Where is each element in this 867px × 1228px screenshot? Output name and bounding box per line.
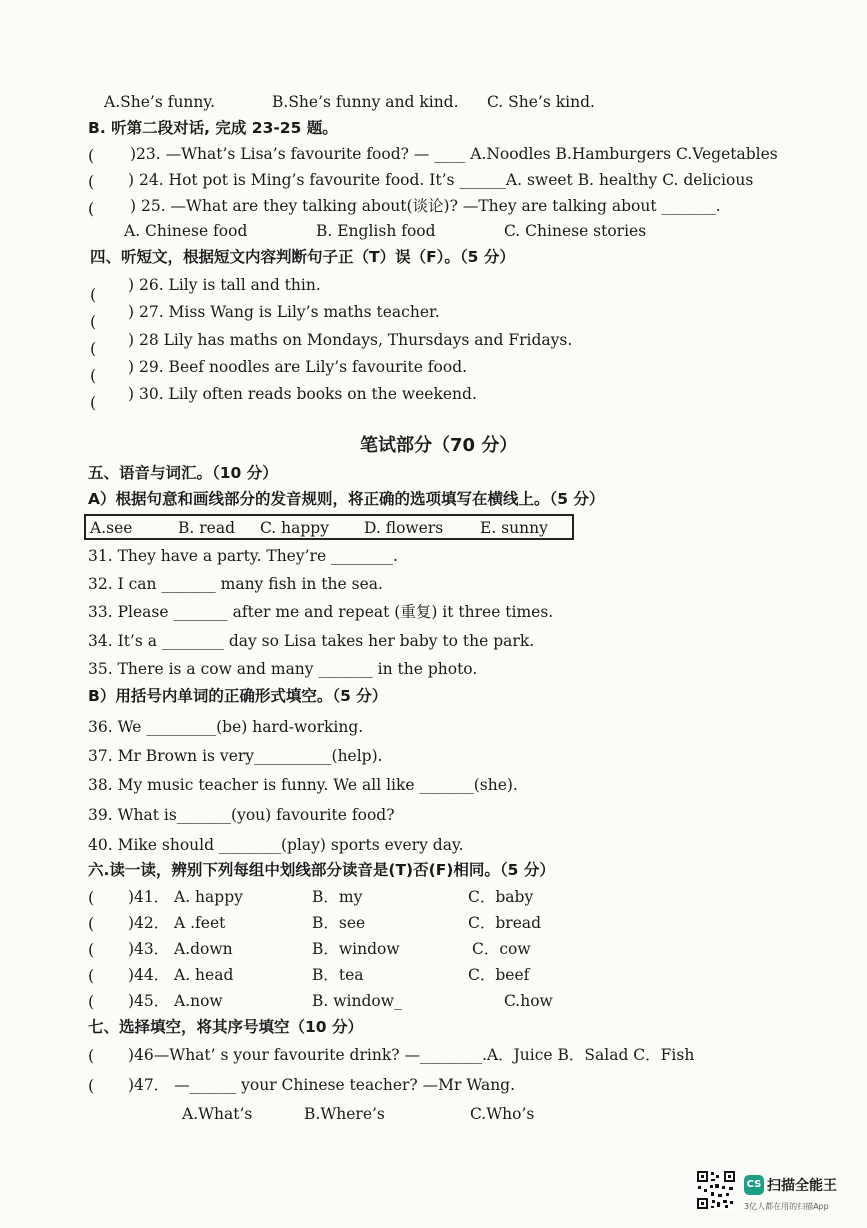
question-35: 35. There is a cow and many _______ in the photo.	[88, 660, 478, 678]
section-5a-header: A）根据句意和画线部分的发音规则，将正确的选项填写在横线上。（5 分）	[88, 490, 605, 508]
written-part-title: 笔试部分（70 分）	[360, 435, 518, 456]
question-39: 39. What is_______(you) favourite food?	[88, 806, 395, 824]
question-41-number: )41．	[128, 888, 170, 906]
question-44-option-a: A. head	[174, 966, 234, 984]
question-44-option-b: B．tea	[312, 966, 364, 984]
question-40: 40. Mike should ________(play) sports every day.	[88, 836, 464, 854]
answer-paren: (	[88, 992, 95, 1011]
question-46: )46—What’ s your favourite drink? —________.A．Juice B．Salad C．Fish	[128, 1046, 695, 1064]
section-6-header: 六.读一读，辨别下列每组中划线部分读音是(T)否(F)相同。（5 分）	[88, 861, 555, 879]
question-43-option-c: C．cow	[472, 940, 531, 958]
q22-option-c: C. She’s kind.	[487, 93, 595, 111]
question-44-number: )44．	[128, 966, 170, 984]
answer-paren: (	[90, 285, 97, 304]
question-26: ) 26. Lily is tall and thin.	[128, 276, 321, 294]
q25-option-c: C. Chinese stories	[504, 222, 647, 240]
question-42-number: )42．	[128, 914, 170, 932]
question-45-option-a: A.now	[174, 992, 223, 1010]
brand-subtitle: 3亿人都在用的扫描App	[744, 1201, 829, 1211]
answer-paren: (	[88, 146, 95, 165]
q22-option-a: A.She’s funny.	[104, 93, 216, 111]
question-43-option-b: B．window	[312, 940, 400, 958]
question-41-option-c: C．baby	[468, 888, 534, 906]
question-41-option-a: A. happy	[174, 888, 243, 906]
question-45-option-c: C.how	[504, 992, 553, 1010]
question-45-number: )45．	[128, 992, 170, 1010]
answer-paren: (	[88, 966, 95, 985]
question-43-number: )43．	[128, 940, 170, 958]
vocab-option-a: A.see	[90, 519, 133, 537]
question-23: )23. —What’s Lisa’s favourite food? — ____ A.Noodles B.Hamburgers C.Vegetables	[130, 145, 778, 163]
q47-option-b: B.Where’s	[304, 1105, 385, 1123]
question-32: 32. I can _______ many fish in the sea.	[88, 575, 383, 593]
q47-option-a: A.What’s	[182, 1105, 253, 1123]
question-34: 34. It’s a ________ day so Lisa takes her baby to the park.	[88, 632, 535, 650]
answer-paren: (	[88, 940, 95, 959]
question-42-option-a: A .feet	[174, 914, 226, 932]
question-42-option-b: B．see	[312, 914, 366, 932]
section-5b-header: B）用括号内单词的正确形式填空。（5 分）	[88, 687, 388, 705]
answer-paren: (	[90, 312, 97, 331]
answer-paren: (	[90, 393, 97, 412]
scanner-brand	[744, 1174, 854, 1212]
question-36: 36. We _________(be) hard-working.	[88, 718, 364, 736]
q25-option-a: A. Chinese food	[124, 222, 248, 240]
question-29: ) 29. Beef noodles are Lily’s favourite food.	[128, 358, 468, 376]
answer-paren: (	[88, 1046, 95, 1065]
question-37: 37. Mr Brown is very__________(help).	[88, 747, 383, 765]
question-43-option-a: A.down	[174, 940, 233, 958]
question-47: )47． —______ your Chinese teacher? —Mr Wang.	[128, 1076, 516, 1094]
answer-paren: (	[90, 339, 97, 358]
vocab-option-b: B. read	[178, 519, 235, 537]
question-31: 31. They have a party. They’re ________.	[88, 547, 398, 565]
section-7-header: 七、选择填空，将其序号填空（10 分）	[88, 1018, 363, 1036]
question-28: ) 28 Lily has maths on Mondays, Thursdays and Fridays.	[128, 331, 573, 349]
answer-paren: (	[88, 914, 95, 933]
q25-option-b: B. English food	[316, 222, 436, 240]
answer-paren: (	[88, 1076, 95, 1095]
vocab-option-c: C. happy	[260, 519, 329, 537]
qr-code-icon	[696, 1170, 736, 1210]
answer-paren: (	[90, 366, 97, 385]
vocab-option-e: E. sunny	[480, 519, 548, 537]
answer-paren: (	[88, 199, 95, 218]
question-24: ) 24. Hot pot is Ming’s favourite food. It’s ______A. sweet B. healthy C. delicious	[128, 171, 754, 189]
question-25: ) 25. —What are they talking about(谈论)? —They are talking about _______.	[130, 197, 721, 215]
q22-option-b: B.She’s funny and kind.	[272, 93, 459, 111]
question-45-option-b: B. window_	[312, 992, 402, 1010]
section-b-header: B. 听第二段对话, 完成 23-25 题。	[88, 119, 338, 137]
section-4-header: 四、听短文，根据短文内容判断句子正（T）误（F）。（5 分）	[90, 248, 515, 266]
question-41-option-b: B．my	[312, 888, 363, 906]
q47-option-c: C.Who’s	[470, 1105, 535, 1123]
question-30: ) 30. Lily often reads books on the weekend.	[128, 385, 477, 403]
vocab-option-d: D. flowers	[364, 519, 444, 537]
question-38: 38. My music teacher is funny. We all like _______(she).	[88, 776, 518, 794]
section-5-header: 五、语音与词汇。（10 分）	[88, 464, 278, 482]
question-44-option-c: C．beef	[468, 966, 530, 984]
answer-paren: (	[88, 172, 95, 191]
question-33: 33. Please _______ after me and repeat (重复) it three times.	[88, 603, 554, 621]
cs-logo-icon: CS	[744, 1175, 764, 1195]
question-42-option-c: C．bread	[468, 914, 542, 932]
brand-name: 扫描全能王	[767, 1177, 837, 1194]
answer-paren: (	[88, 888, 95, 907]
question-27: ) 27. Miss Wang is Lily’s maths teacher.	[128, 303, 440, 321]
